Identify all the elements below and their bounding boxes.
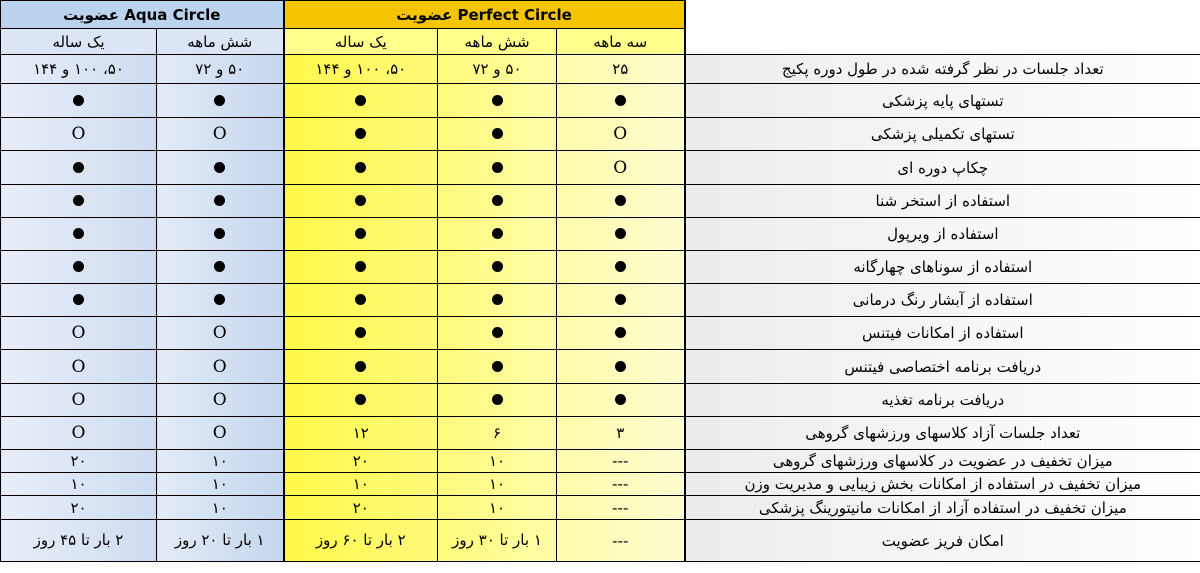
perfect-one-year-cell	[284, 151, 438, 185]
cell-value: ۱۰	[70, 475, 87, 493]
perfect-three-month-cell	[557, 317, 685, 350]
aqua-one-year-cell	[1, 118, 157, 151]
perfect-six-month-cell	[438, 417, 557, 450]
aqua-six-month-cell	[157, 251, 284, 284]
cell-value: ۱ بار تا ۳۰ روز	[452, 531, 542, 549]
aqua-six-month-cell	[157, 496, 284, 520]
cell-value: ۵۰ و ۷۲	[472, 60, 522, 78]
perfect-three-month-cell	[557, 350, 685, 384]
cell-value: ۲۰	[352, 452, 369, 470]
perfect-one-year-cell	[284, 317, 438, 350]
aqua-six-month-cell	[157, 450, 284, 473]
cell-value: ---	[612, 531, 629, 550]
perfect-six-month-cell	[438, 284, 557, 317]
cell-value: ۲ بار تا ۴۵ روز	[33, 531, 124, 549]
included-dot-icon	[492, 394, 503, 405]
included-dot-icon	[214, 261, 225, 272]
optional-circle-icon: O	[71, 423, 86, 443]
aqua-one-year-cell	[1, 450, 157, 473]
perfect-one-year-cell	[284, 350, 438, 384]
perfect-six-month-cell	[438, 317, 557, 350]
aqua-one-year-cell	[1, 218, 157, 251]
table-row	[1, 520, 1200, 562]
aqua-one-year-cell	[1, 185, 157, 218]
aqua-one-year-cell	[1, 151, 157, 185]
cell-value: ۱۰	[352, 475, 369, 493]
included-dot-icon	[355, 327, 366, 338]
included-dot-icon	[615, 394, 626, 405]
perfect-one-year-cell	[284, 284, 438, 317]
aqua-six-month-cell	[157, 218, 284, 251]
aqua-six-month-cell	[157, 284, 284, 317]
included-dot-icon	[492, 361, 503, 372]
row-label: چکاپ دوره ای	[685, 151, 1200, 185]
included-dot-icon	[355, 294, 366, 305]
optional-circle-icon: O	[613, 124, 628, 144]
optional-circle-icon: O	[613, 157, 628, 178]
perfect-six-month-cell	[438, 384, 557, 417]
table-row	[1, 185, 1200, 218]
aqua-one-year-cell	[1, 251, 157, 284]
included-dot-icon	[615, 294, 626, 305]
perfect-circle-header: Perfect Circle عضویت	[284, 1, 685, 29]
perfect-period-three-month: سه ماهه	[557, 29, 685, 55]
aqua-one-year-cell	[1, 84, 157, 118]
cell-value: ۲۵	[612, 60, 629, 78]
table-row	[1, 350, 1200, 384]
aqua-six-month-cell	[157, 84, 284, 118]
included-dot-icon	[492, 228, 503, 239]
cell-value: ---	[612, 452, 629, 470]
included-dot-icon	[492, 327, 503, 338]
cell-value: ۱ بار تا ۲۰ روز	[174, 531, 265, 549]
aqua-period-six-month: شش ماهه	[157, 29, 284, 55]
perfect-one-year-cell	[284, 384, 438, 417]
subheader-spacer	[685, 29, 1200, 55]
aqua-six-month-cell	[157, 384, 284, 417]
aqua-six-month-cell	[157, 151, 284, 185]
perfect-three-month-cell	[557, 496, 685, 520]
table-row	[1, 251, 1200, 284]
row-label: دریافت برنامه تغذیه	[685, 384, 1200, 417]
table-row	[1, 151, 1200, 185]
perfect-three-month-cell	[557, 151, 685, 185]
aqua-one-year-cell	[1, 350, 157, 384]
perfect-three-month-cell	[557, 118, 685, 151]
perfect-three-month-cell	[557, 284, 685, 317]
optional-circle-icon: O	[71, 124, 86, 144]
aqua-one-year-cell	[1, 520, 157, 562]
included-dot-icon	[615, 95, 626, 106]
included-dot-icon	[492, 195, 503, 206]
perfect-one-year-cell	[284, 473, 438, 496]
cell-value: ۲ بار تا ۶۰ روز	[315, 531, 406, 549]
perfect-three-month-cell	[557, 251, 685, 284]
included-dot-icon	[492, 162, 503, 173]
perfect-one-year-cell	[284, 185, 438, 218]
cell-value: ---	[612, 475, 629, 493]
included-dot-icon	[355, 162, 366, 173]
perfect-six-month-cell	[438, 55, 557, 84]
cell-value: ۵۰ و ۷۲	[195, 60, 245, 78]
aqua-one-year-cell	[1, 384, 157, 417]
aqua-one-year-cell	[1, 417, 157, 450]
perfect-three-month-cell	[557, 520, 685, 562]
included-dot-icon	[615, 361, 626, 372]
aqua-one-year-cell	[1, 473, 157, 496]
perfect-six-month-cell	[438, 473, 557, 496]
included-dot-icon	[73, 162, 84, 173]
row-label: تستهای پایه پزشکی	[685, 84, 1200, 118]
row-label: تستهای تکمیلی پزشکی	[685, 118, 1200, 151]
table-row	[1, 384, 1200, 417]
perfect-period-six-month: شش ماهه	[438, 29, 557, 55]
aqua-one-year-cell	[1, 317, 157, 350]
cell-value: ۵۰، ۱۰۰ و ۱۴۴	[33, 60, 124, 78]
table-row	[1, 55, 1200, 84]
perfect-three-month-cell	[557, 417, 685, 450]
cell-value: ۶	[492, 424, 502, 442]
included-dot-icon	[73, 228, 84, 239]
cell-value: ۱۰	[211, 475, 228, 493]
perfect-six-month-cell	[438, 520, 557, 562]
included-dot-icon	[355, 195, 366, 206]
perfect-one-year-cell	[284, 417, 438, 450]
cell-value: ۱۲	[352, 424, 369, 442]
perfect-six-month-cell	[438, 151, 557, 185]
perfect-three-month-cell	[557, 55, 685, 84]
aqua-one-year-cell	[1, 284, 157, 317]
optional-circle-icon: O	[212, 423, 227, 443]
row-label: استفاده از امکانات فیتنس	[685, 317, 1200, 350]
perfect-six-month-cell	[438, 251, 557, 284]
optional-circle-icon: O	[212, 390, 227, 410]
row-label: استفاده از استخر شنا	[685, 185, 1200, 218]
perfect-six-month-cell	[438, 185, 557, 218]
cell-value: ۱۰	[211, 452, 228, 470]
perfect-six-month-cell	[438, 218, 557, 251]
cell-value: ۲۰	[352, 498, 369, 517]
included-dot-icon	[615, 327, 626, 338]
row-label: استفاده از ویرپول	[685, 218, 1200, 251]
aqua-six-month-cell	[157, 118, 284, 151]
row-label: میزان تخفیف در استفاده آزاد از امکانات مانیتورینگ پزشکی	[685, 496, 1200, 520]
table-row	[1, 496, 1200, 520]
row-label: تعداد جلسات آزاد کلاسهای ورزشهای گروهی	[685, 417, 1200, 450]
included-dot-icon	[355, 361, 366, 372]
included-dot-icon	[355, 128, 366, 139]
included-dot-icon	[492, 95, 503, 106]
cell-value: ۱۰	[488, 452, 506, 470]
cell-value: ۲۰	[70, 452, 87, 470]
row-label: میزان تخفیف در عضویت در کلاسهای ورزشهای گروهی	[685, 450, 1200, 473]
perfect-three-month-cell	[557, 384, 685, 417]
included-dot-icon	[615, 228, 626, 239]
cell-value: ---	[612, 498, 629, 517]
optional-circle-icon: O	[71, 356, 86, 377]
table-row	[1, 450, 1200, 473]
table-row	[1, 118, 1200, 151]
perfect-period-one-year: یک ساله	[284, 29, 438, 55]
perfect-six-month-cell	[438, 450, 557, 473]
perfect-six-month-cell	[438, 118, 557, 151]
perfect-one-year-cell	[284, 520, 438, 562]
aqua-six-month-cell	[157, 350, 284, 384]
optional-circle-icon: O	[212, 356, 227, 377]
aqua-one-year-cell	[1, 496, 157, 520]
header-spacer	[685, 1, 1200, 29]
perfect-three-month-cell	[557, 450, 685, 473]
perfect-one-year-cell	[284, 84, 438, 118]
table-row	[1, 284, 1200, 317]
cell-value: ۱۰	[211, 498, 228, 517]
included-dot-icon	[355, 394, 366, 405]
included-dot-icon	[492, 294, 503, 305]
table-row	[1, 84, 1200, 118]
included-dot-icon	[73, 195, 84, 206]
optional-circle-icon: O	[212, 124, 227, 144]
table-row	[1, 473, 1200, 496]
included-dot-icon	[214, 228, 225, 239]
perfect-three-month-cell	[557, 185, 685, 218]
included-dot-icon	[73, 261, 84, 272]
perfect-one-year-cell	[284, 496, 438, 520]
perfect-one-year-cell	[284, 55, 438, 84]
row-label: میزان تخفیف در استفاده از امکانات بخش زیبایی و مدیریت وزن	[685, 473, 1200, 496]
cell-value: ۲۰	[70, 498, 87, 517]
table-row	[1, 417, 1200, 450]
included-dot-icon	[214, 95, 225, 106]
perfect-one-year-cell	[284, 118, 438, 151]
aqua-one-year-cell	[1, 55, 157, 84]
aqua-period-one-year: یک ساله	[1, 29, 157, 55]
included-dot-icon	[615, 195, 626, 206]
included-dot-icon	[355, 95, 366, 106]
row-label: امکان فریز عضویت	[685, 520, 1200, 562]
perfect-one-year-cell	[284, 450, 438, 473]
row-label: تعداد جلسات در نظر گرفته شده در طول دوره پکیج	[685, 55, 1200, 84]
perfect-six-month-cell	[438, 350, 557, 384]
cell-value: ۱۰	[488, 498, 506, 517]
perfect-three-month-cell	[557, 473, 685, 496]
optional-circle-icon: O	[71, 323, 86, 343]
included-dot-icon	[214, 195, 225, 206]
cell-value: ۱۰	[488, 475, 506, 493]
aqua-six-month-cell	[157, 185, 284, 218]
included-dot-icon	[615, 261, 626, 272]
perfect-three-month-cell	[557, 218, 685, 251]
included-dot-icon	[73, 95, 84, 106]
included-dot-icon	[355, 261, 366, 272]
included-dot-icon	[73, 294, 84, 305]
cell-value: ۵۰، ۱۰۰ و ۱۴۴	[315, 60, 407, 78]
row-label: استفاده از آبشار رنگ درمانی	[685, 284, 1200, 317]
perfect-one-year-cell	[284, 218, 438, 251]
included-dot-icon	[214, 162, 225, 173]
optional-circle-icon: O	[71, 390, 86, 410]
cell-value: ۳	[616, 424, 625, 442]
perfect-six-month-cell	[438, 496, 557, 520]
aqua-six-month-cell	[157, 473, 284, 496]
aqua-six-month-cell	[157, 55, 284, 84]
perfect-three-month-cell	[557, 84, 685, 118]
included-dot-icon	[355, 228, 366, 239]
table-row	[1, 317, 1200, 350]
aqua-six-month-cell	[157, 317, 284, 350]
optional-circle-icon: O	[212, 323, 227, 343]
included-dot-icon	[492, 261, 503, 272]
included-dot-icon	[492, 128, 503, 139]
aqua-circle-header: Aqua Circle عضویت	[1, 1, 284, 29]
aqua-six-month-cell	[157, 417, 284, 450]
aqua-six-month-cell	[157, 520, 284, 562]
row-label: دریافت برنامه اختصاصی فیتنس	[685, 350, 1200, 384]
perfect-six-month-cell	[438, 84, 557, 118]
perfect-one-year-cell	[284, 251, 438, 284]
included-dot-icon	[214, 294, 225, 305]
table-row	[1, 218, 1200, 251]
row-label: استفاده از سوناهای چهارگانه	[685, 251, 1200, 284]
